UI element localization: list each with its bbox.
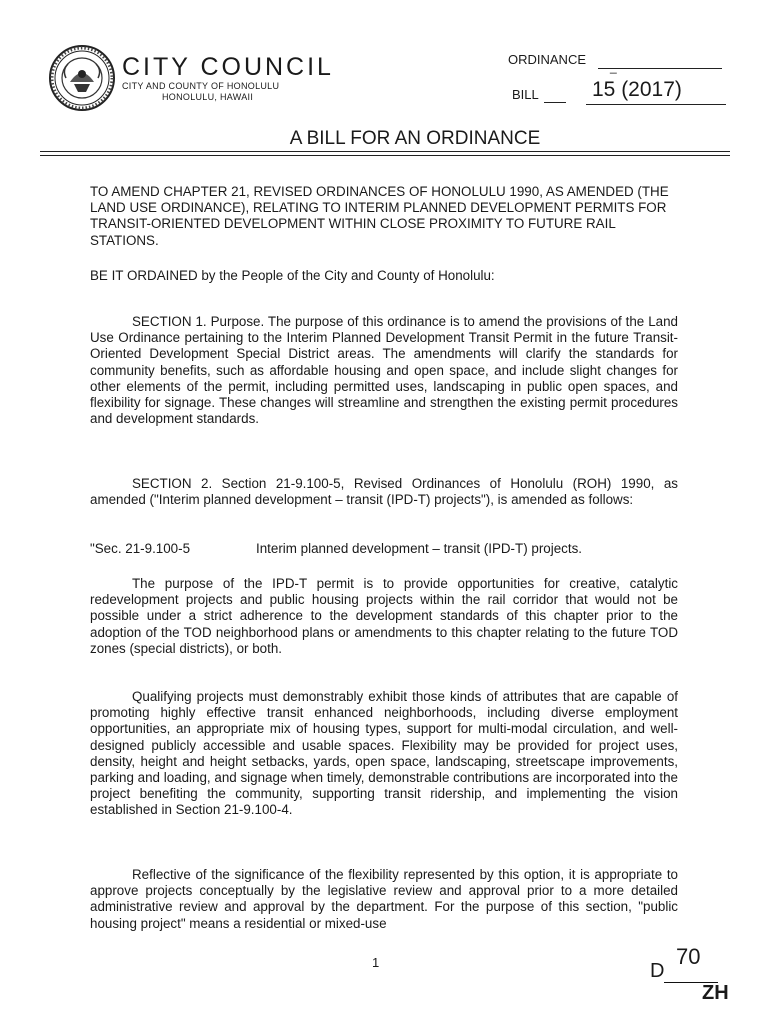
document-title: A BILL FOR AN ORDINANCE	[289, 128, 541, 149]
title-rule-bottom	[40, 155, 730, 156]
section-heading-number: "Sec. 21-9.100-5	[90, 541, 191, 556]
ordinance-number-line: _	[598, 68, 722, 69]
section-heading	[90, 541, 690, 557]
council-title: CITY COUNCIL	[122, 53, 334, 81]
council-sub-line2: HONOLULU, HAWAII	[162, 92, 254, 102]
title-rule-top	[40, 151, 730, 152]
section-1: SECTION 1. Purpose. The purpose of this ordinance is to amend the provisions of the Land Use Ordinance pertaining to the Interim Planned Development Transit Permit in the future Transit-Oriented Development Special District areas. The amendments will clarify the standards for community benefits, such as affordable housing and open space, and include slight changes for other elements of the permit, including permitted uses, landscaping in public open spaces, and flexibility for signage. These changes will streamline and strengthen the existing permit procedures and development standards.	[90, 314, 678, 427]
section-2: SECTION 2. Section 21-9.100-5, Revised Ordinances of Honolulu (ROH) 1990, as amended ("Interim planned development – transit (IPD-T) projects"), is amended as follows:	[90, 476, 678, 508]
bill-number: 15 (2017)	[592, 78, 682, 101]
bill-underscore	[544, 102, 566, 103]
d-number: 70	[676, 944, 701, 969]
amend-statement: TO AMEND CHAPTER 21, REVISED ORDINANCES OF HONOLULU 1990, AS AMENDED (THE LAND USE ORDINANCE), RELATING TO INTERIM PLANNED DEVELOPMENT PERMITS FOR TRANSIT-ORIENTED DEVELOPMENT WITHIN CLOSE PROXIMITY TO FUTURE RAIL STATIONS.	[90, 184, 669, 248]
paragraph-reflective: Reflective of the significance of the flexibility represented by this option, it is appropriate to approve projects conceptually by the legislative review and approval prior to a more detailed administrative review and approval by the department. For the purpose of this section, "public housing project" means a residential or mixed-use	[90, 867, 678, 931]
paragraph-qualifying: Qualifying projects must demonstrably exhibit those kinds of attributes that are capable of promoting highly effective transit enhanced neighborhoods, including diverse employment opportunities, an appropriate mix of housing types, support for multi-modal circulation, and well-designed publicly accessible and usable spaces. Flexibility may be provided for project uses, density, height and height setbacks, yards, open space, landscaping, streetscape improvements, parking and loading, and signage when timely, demonstrable contributions are incorporated into the project benefiting the community, supporting transit ridership, and implementing the vision established in Section 21-9.100-4.	[90, 689, 678, 818]
initials: ZH	[702, 982, 729, 1004]
paragraph-purpose: The purpose of the IPD-T permit is to provide opportunities for creative, catalytic redevelopment projects and public housing projects within the rail corridor that would not be possible under a strict adherence to the development standards of this chapter prior to the adoption of the TOD neighborhood plans or amendments to this chapter relating to the future TOD zones (special districts), or both.	[90, 576, 678, 656]
bill-label: BILL	[512, 87, 539, 102]
council-sub-line1: CITY AND COUNTY OF HONOLULU	[122, 81, 280, 91]
ordinance-label: ORDINANCE	[508, 52, 587, 67]
council-subtitle	[122, 81, 279, 103]
section-heading-title: Interim planned development – transit (IPD-T) projects.	[256, 541, 582, 556]
city-seal-icon	[48, 44, 116, 112]
page-number: 1	[372, 955, 380, 970]
bill-number-line	[586, 104, 726, 105]
d-prefix: D	[650, 960, 665, 982]
enacting-clause: BE IT ORDAINED by the People of the City and County of Honolulu:	[90, 268, 495, 283]
